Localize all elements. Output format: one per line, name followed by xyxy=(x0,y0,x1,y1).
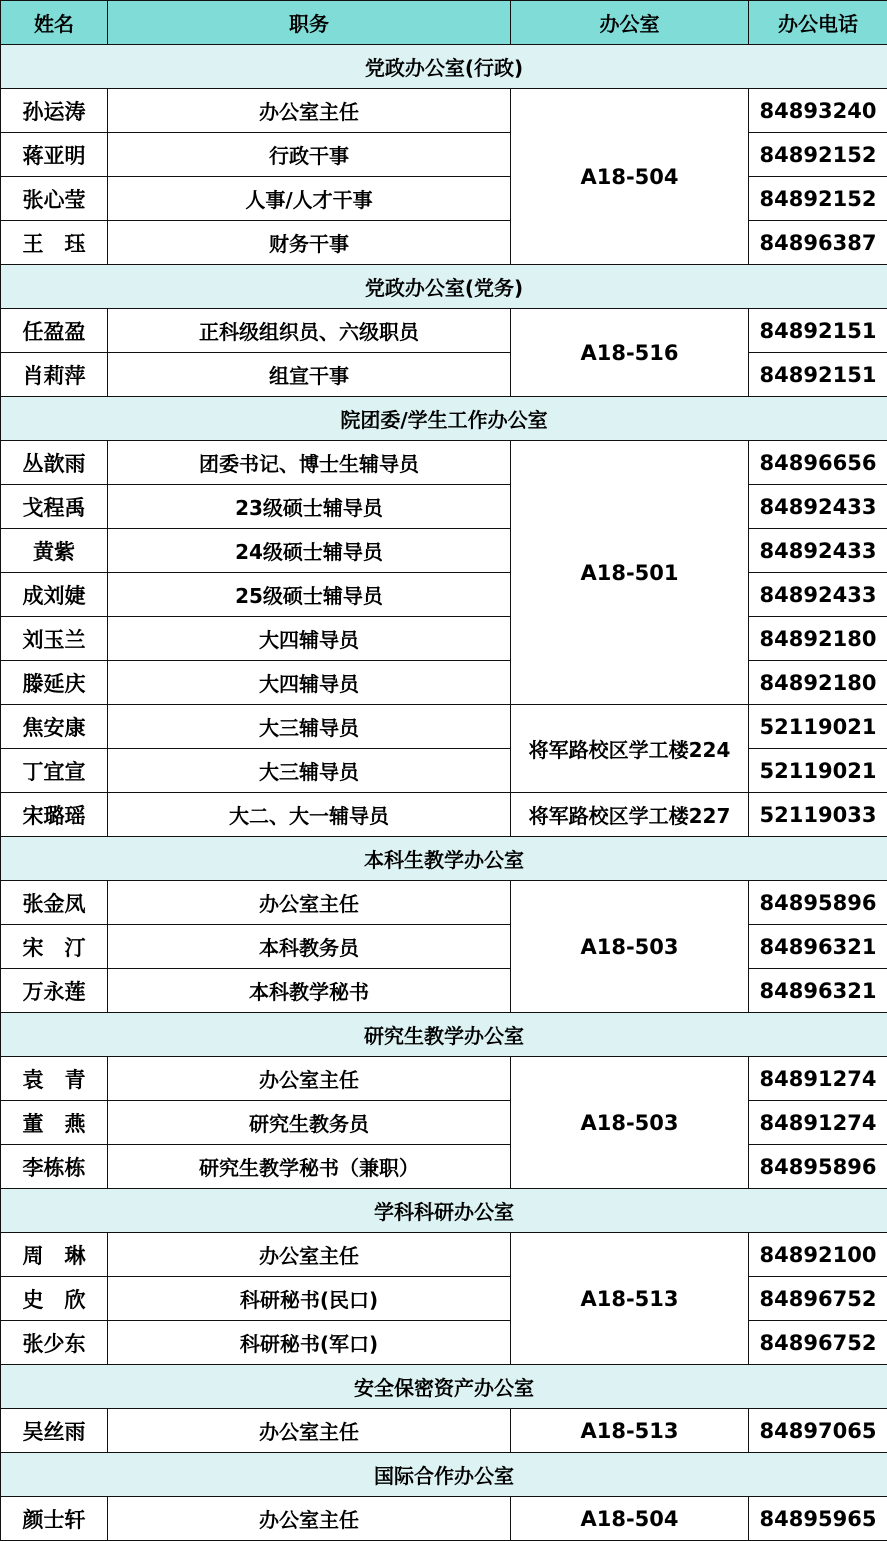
office-phone: 84892100 xyxy=(749,1233,887,1277)
table-row xyxy=(1,573,887,617)
table-row xyxy=(1,1497,887,1541)
office-room: A18-504 xyxy=(511,1497,749,1541)
office-phone: 84896321 xyxy=(749,925,887,969)
office-phone: 84892151 xyxy=(749,353,887,397)
section-title: 本科生教学办公室 xyxy=(1,837,887,881)
section-row xyxy=(1,1189,887,1233)
office-room: 将军路校区学工楼224 xyxy=(511,705,749,793)
table-row xyxy=(1,353,887,397)
office-phone: 84892151 xyxy=(749,309,887,353)
person-position: 大四辅导员 xyxy=(108,617,511,661)
person-position: 研究生教学秘书（兼职） xyxy=(108,1145,511,1189)
person-name: 王 珏 xyxy=(1,221,108,265)
office-room: A18-501 xyxy=(511,441,749,705)
office-phone: 84892433 xyxy=(749,485,887,529)
section-row xyxy=(1,265,887,309)
table-row xyxy=(1,177,887,221)
office-room: A18-513 xyxy=(511,1233,749,1365)
table-row xyxy=(1,529,887,573)
person-position: 办公室主任 xyxy=(108,1409,511,1453)
table-row xyxy=(1,1277,887,1321)
office-phone: 84891274 xyxy=(749,1057,887,1101)
person-name: 张金凤 xyxy=(1,881,108,925)
person-name: 刘玉兰 xyxy=(1,617,108,661)
office-phone: 84896387 xyxy=(749,221,887,265)
person-position: 本科教务员 xyxy=(108,925,511,969)
office-room: A18-503 xyxy=(511,881,749,1013)
person-position: 行政干事 xyxy=(108,133,511,177)
office-phone: 84892180 xyxy=(749,617,887,661)
person-position: 办公室主任 xyxy=(108,1497,511,1541)
person-name: 张少东 xyxy=(1,1321,108,1365)
person-name: 宋璐瑶 xyxy=(1,793,108,837)
person-name: 滕延庆 xyxy=(1,661,108,705)
table-row xyxy=(1,617,887,661)
person-position: 办公室主任 xyxy=(108,1057,511,1101)
person-position: 大三辅导员 xyxy=(108,749,511,793)
person-position: 本科教学秘书 xyxy=(108,969,511,1013)
office-phone: 84897065 xyxy=(749,1409,887,1453)
office-phone: 84896321 xyxy=(749,969,887,1013)
person-name: 颜士轩 xyxy=(1,1497,108,1541)
person-name: 任盈盈 xyxy=(1,309,108,353)
person-name: 丁宜宣 xyxy=(1,749,108,793)
office-phone: 84892433 xyxy=(749,573,887,617)
section-title: 院团委/学生工作办公室 xyxy=(1,397,887,441)
header-position: 职务 xyxy=(108,1,511,45)
person-name: 董 燕 xyxy=(1,1101,108,1145)
table-row xyxy=(1,705,887,749)
person-position: 办公室主任 xyxy=(108,1233,511,1277)
office-phone: 84893240 xyxy=(749,89,887,133)
section-title: 学科科研办公室 xyxy=(1,1189,887,1233)
table-row xyxy=(1,793,887,837)
person-name: 肖莉萍 xyxy=(1,353,108,397)
office-phone: 84895965 xyxy=(749,1497,887,1541)
office-phone: 84892152 xyxy=(749,133,887,177)
section-title: 安全保密资产办公室 xyxy=(1,1365,887,1409)
office-phone: 84896752 xyxy=(749,1277,887,1321)
office-phone: 84892433 xyxy=(749,529,887,573)
person-position: 大三辅导员 xyxy=(108,705,511,749)
person-name: 史 欣 xyxy=(1,1277,108,1321)
table-header-row xyxy=(1,1,887,45)
header-phone: 办公电话 xyxy=(749,1,887,45)
person-position: 财务干事 xyxy=(108,221,511,265)
table-row xyxy=(1,89,887,133)
section-row xyxy=(1,837,887,881)
office-phone: 52119033 xyxy=(749,793,887,837)
person-position: 正科级组织员、六级职员 xyxy=(108,309,511,353)
table-row xyxy=(1,1233,887,1277)
office-phone: 84895896 xyxy=(749,1145,887,1189)
office-phone: 52119021 xyxy=(749,749,887,793)
person-name: 孙运涛 xyxy=(1,89,108,133)
section-row xyxy=(1,1013,887,1057)
person-name: 戈程禹 xyxy=(1,485,108,529)
person-position: 研究生教务员 xyxy=(108,1101,511,1145)
section-row xyxy=(1,397,887,441)
person-position: 23级硕士辅导员 xyxy=(108,485,511,529)
section-title: 党政办公室(行政) xyxy=(1,45,887,89)
person-position: 人事/人才干事 xyxy=(108,177,511,221)
person-name: 黄紫 xyxy=(1,529,108,573)
person-position: 大四辅导员 xyxy=(108,661,511,705)
section-title: 研究生教学办公室 xyxy=(1,1013,887,1057)
table-row xyxy=(1,1057,887,1101)
person-position: 办公室主任 xyxy=(108,89,511,133)
person-name: 万永莲 xyxy=(1,969,108,1013)
office-room: A18-513 xyxy=(511,1409,749,1453)
header-office: 办公室 xyxy=(511,1,749,45)
section-row xyxy=(1,45,887,89)
person-position: 办公室主任 xyxy=(108,881,511,925)
person-name: 李栋栋 xyxy=(1,1145,108,1189)
office-room: A18-504 xyxy=(511,89,749,265)
person-name: 成刘婕 xyxy=(1,573,108,617)
section-title: 党政办公室(党务) xyxy=(1,265,887,309)
office-room: 将军路校区学工楼227 xyxy=(511,793,749,837)
table-row xyxy=(1,485,887,529)
office-phone: 52119021 xyxy=(749,705,887,749)
table-row xyxy=(1,661,887,705)
office-phone: 84892152 xyxy=(749,177,887,221)
person-name: 张心莹 xyxy=(1,177,108,221)
person-position: 科研秘书(民口) xyxy=(108,1277,511,1321)
person-position: 25级硕士辅导员 xyxy=(108,573,511,617)
table-row xyxy=(1,441,887,485)
table-row xyxy=(1,1101,887,1145)
office-room: A18-516 xyxy=(511,309,749,397)
person-name: 袁 青 xyxy=(1,1057,108,1101)
section-title: 国际合作办公室 xyxy=(1,1453,887,1497)
table-row xyxy=(1,749,887,793)
person-position: 科研秘书(军口) xyxy=(108,1321,511,1365)
person-position: 组宣干事 xyxy=(108,353,511,397)
person-name: 宋 汀 xyxy=(1,925,108,969)
office-phone: 84896656 xyxy=(749,441,887,485)
person-position: 团委书记、博士生辅导员 xyxy=(108,441,511,485)
table-row xyxy=(1,925,887,969)
table-row xyxy=(1,309,887,353)
table-row xyxy=(1,133,887,177)
table-row xyxy=(1,881,887,925)
office-room: A18-503 xyxy=(511,1057,749,1189)
person-name: 丛歆雨 xyxy=(1,441,108,485)
header-name: 姓名 xyxy=(1,1,108,45)
table-row xyxy=(1,969,887,1013)
office-phone: 84892180 xyxy=(749,661,887,705)
table-row xyxy=(1,1321,887,1365)
person-position: 大二、大一辅导员 xyxy=(108,793,511,837)
person-name: 焦安康 xyxy=(1,705,108,749)
person-name: 周 琳 xyxy=(1,1233,108,1277)
person-name: 蒋亚明 xyxy=(1,133,108,177)
table-row xyxy=(1,221,887,265)
office-phone: 84896752 xyxy=(749,1321,887,1365)
person-position: 24级硕士辅导员 xyxy=(108,529,511,573)
table-row xyxy=(1,1145,887,1189)
office-phone: 84891274 xyxy=(749,1101,887,1145)
section-row xyxy=(1,1453,887,1497)
office-phone: 84895896 xyxy=(749,881,887,925)
table-row xyxy=(1,1409,887,1453)
person-name: 吴丝雨 xyxy=(1,1409,108,1453)
section-row xyxy=(1,1365,887,1409)
